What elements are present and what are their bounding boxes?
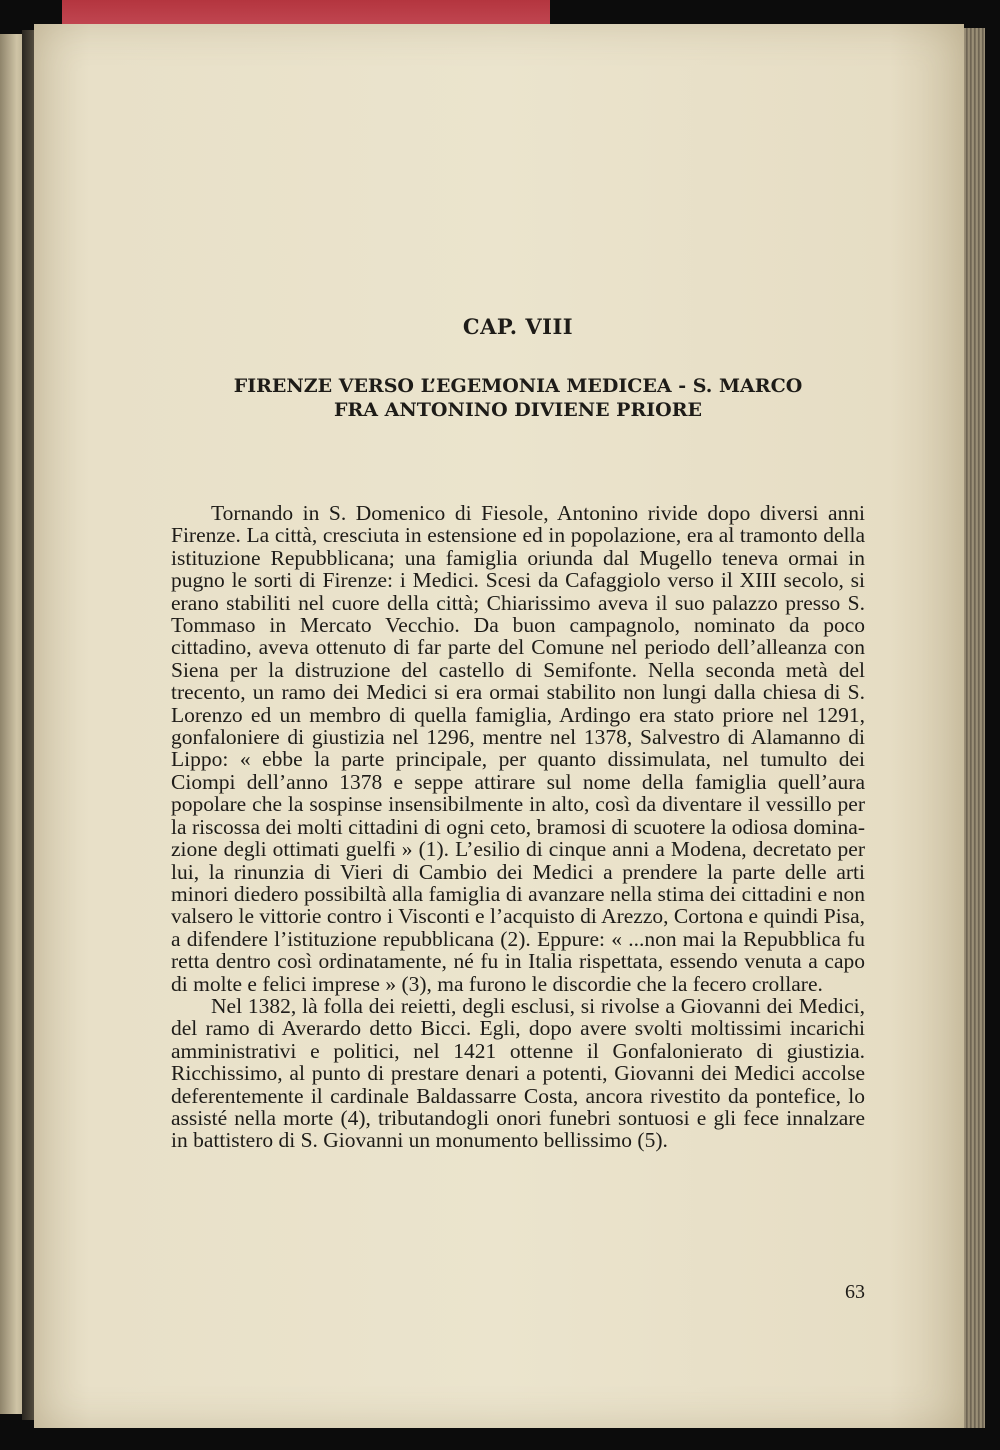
page-number: 63 bbox=[845, 1281, 865, 1303]
chapter-title bbox=[171, 374, 865, 422]
chapter-title-line: FRA ANTONINO DIVIENE PRIORE bbox=[334, 399, 702, 421]
book-page bbox=[34, 24, 964, 1428]
paragraph: Tornando in S. Domenico di Fiesole, Antonino rivide dopo diversi anni Firenze. La città, cresciuta in estensione ed in popolazione, era al tramonto della istituzione Repubblicana; una famiglia oriunda dal Mugello teneva ormai in pugno le sorti di Firenze: i Medici. Scesi da Cafaggiolo verso il XIII secolo, si erano stabiliti nel cuore della città; Chiarissimo aveva il suo palazzo presso S. Tommaso in Mercato Vecchio. Da buon campagnolo, nominato da poco cittadino, aveva ottenuto di far parte del Comune nel periodo dell’alleanza con Siena per la distruzione del castello di Semifonte. Nella seconda metà del trecento, un ramo dei Medici si era ormai stabilito non lungi dalla chiesa di S. Lorenzo ed un membro di quella famiglia, Ardingo era stato priore nel 1291, gonfaloniere di giustizia nel 1296, mentre nel 1378, Salvestro di Alamanno di Lippo: « ebbe la parte principale, per quanto dissimulata, nel tumulto dei Ciompi dell’anno 1378 e seppe attirare sul nome della famiglia quell’aura popolare che la sospinse insensibilmente in alto, così da diventare il vessillo per la riscossa dei molti cittadini di ogni ceto, bramosi di scuotere la odiosa dominazione degli ottimati guelfi » (1). L’esilio di cinque anni a Modena, decretato per lui, la rinunzia di Vieri di Cambio dei Medici a prendere la parte delle arti minori diedero possibiltà alla famiglia di avanzare nella stima dei cittadini e non valsero le vittorie contro i Visconti e l’acquisto di Arezzo, Cortona e quindi Pisa, a difendere l’istituzione repubblicana (2). Eppure: « ...non mai la Repubblica fu retta dentro così ordinatamente, né fu in Italia rispettata, essendo venuta a capo di molte e felici imprese » (3), ma furono le discordie che la fecero crollare. bbox=[171, 501, 865, 996]
body-text bbox=[171, 502, 865, 1152]
chapter-title-line: FIRENZE VERSO L’EGEMONIA MEDICEA - S. MARCO bbox=[233, 375, 803, 397]
chapter-number: CAP. VIII bbox=[462, 314, 574, 339]
paragraph: Nel 1382, là folla dei reietti, degli esclusi, si rivolse a Giovanni dei Medici, del ramo di Averardo detto Bicci. Egli, dopo avere svolti moltissimi incarichi amministrativi e politici, nel 1421 ottenne il Gonfalonierato di giustizia. Ricchissimo, al punto di prestare denari a potenti, Giovanni dei Medici accolse deferentemente il cardinale Baldassarre Costa, ancora rivestito da pontefice, lo assisté nella morte (4), tributandogli onori funebri sontuosi e gli fece innalzare in battistero di S. Giovanni un monumento bellissimo (5). bbox=[171, 993, 865, 1153]
